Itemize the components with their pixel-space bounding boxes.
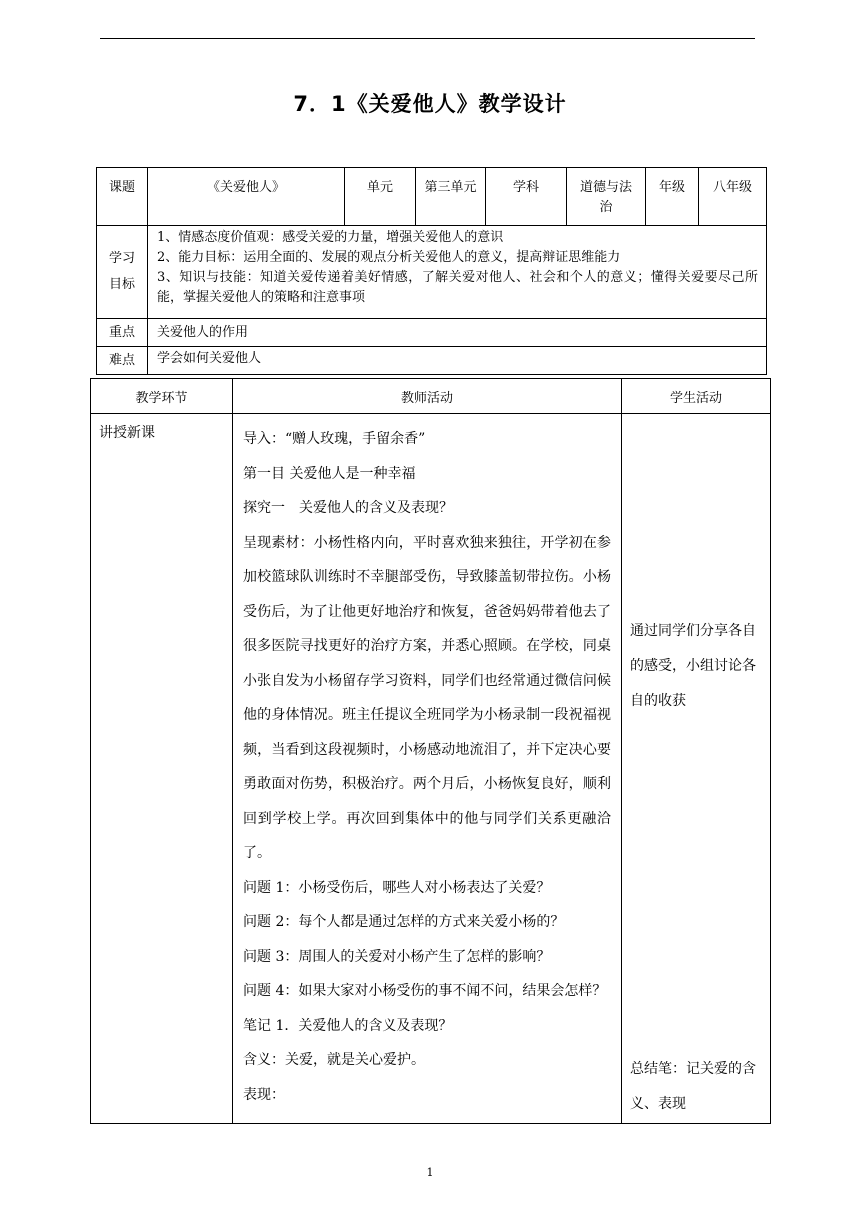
header-stage: 教学环节 <box>91 379 233 414</box>
subject-value-line2: 治 <box>599 200 613 215</box>
teaching-process-table <box>90 378 771 1124</box>
header-teacher: 教师活动 <box>233 379 622 414</box>
note-heading: 笔记 1．关爱他人的含义及表现？ <box>243 1017 453 1034</box>
goals-list <box>148 226 767 319</box>
document-title: 7．1《关爱他人》教学设计 <box>293 92 567 116</box>
goals-label <box>97 226 148 319</box>
question-1: 问题 1：小杨受伤后，哪些人对小杨表达了关爱？ <box>243 879 551 896</box>
unit-value: 第三单元 <box>416 168 486 226</box>
question-3: 问题 3：周围人的关爱对小杨产生了怎样的影响？ <box>243 948 551 965</box>
stage-name: 讲授新课 <box>91 414 233 1124</box>
definition-line: 含义：关爱，就是关心爱护。 <box>243 1052 425 1068</box>
goal-item: 3、知识与技能：知道关爱传递着美好情感，了解关爱对他人、社会和个人的意义；懂得关爱要尽己所能，掌握关爱他人的策略和注意事项 <box>157 270 758 305</box>
subject-value <box>567 168 646 226</box>
section-heading: 第一目 关爱他人是一种幸福 <box>243 465 416 482</box>
student-note-summary: 总结笔：记关爱的含义、表现 <box>630 1061 756 1112</box>
question-4: 问题 4：如果大家对小杨受伤的事不闻不问，结果会怎样？ <box>243 983 607 999</box>
subject-label: 学科 <box>486 168 567 226</box>
difficulty-value: 学会如何关爱他人 <box>148 347 767 375</box>
lesson-value: 《关爱他人》 <box>148 168 345 226</box>
student-note-discussion: 通过同学们分享各自的感受，小组讨论各自的收获 <box>630 623 756 709</box>
subject-value-line1: 道德与法 <box>579 180 632 195</box>
key-point-label: 重点 <box>97 319 148 347</box>
header-student: 学生活动 <box>622 379 771 414</box>
goals-label-line2: 目标 <box>108 277 135 292</box>
unit-label: 单元 <box>345 168 416 226</box>
header-rule <box>100 38 755 39</box>
difficulty-label: 难点 <box>97 347 148 375</box>
intro-line: 导入：“赠人玫瑰，手留余香” <box>243 431 426 447</box>
question-2: 问题 2：每个人都是通过怎样的方式来关爱小杨的？ <box>243 914 565 930</box>
material-paragraph: 呈现素材：小杨性格内向，平时喜欢独来独往，开学初在参加校篮球队训练时不幸腿部受伤，导致膝盖韧带拉伤。小杨受伤后，为了让他更好地治疗和恢复，爸爸妈妈带着他去了很多医院寻找更好的治疗方案，并悉心照顾。在学校，同桌小张自发为小杨留存学习资料，同学们也经常通过微信问候他的身体情况。班主任提议全班同学为小杨录制一段祝福视频，当看到这段视频时，小杨感动地流泪了，并下定决心要勇敢面对伤势，积极治疗。两个月后，小杨恢复良好，顺利回到学校上学。再次回到集体中的他与同学们关系更融洽了。 <box>243 534 611 861</box>
lesson-label: 课题 <box>97 168 148 226</box>
student-activity <box>622 414 771 1124</box>
page-number: 1 <box>426 1166 434 1179</box>
teacher-activity <box>233 414 622 1124</box>
key-point-value: 关爱他人的作用 <box>148 319 767 347</box>
inquiry-heading: 探究一 关爱他人的含义及表现？ <box>243 500 453 516</box>
goals-label-line1: 学习 <box>108 251 135 266</box>
goal-item: 1、情感态度价值观：感受关爱的力量，增强关爱他人的意识 <box>157 230 504 245</box>
manifestation-line: 表现： <box>243 1086 285 1103</box>
goal-item: 2、能力目标：运用全面的、发展的观点分析关爱他人的意义，提高辩证思维能力 <box>157 250 621 265</box>
grade-value: 八年级 <box>699 168 767 226</box>
lesson-info-table <box>96 167 767 375</box>
grade-label: 年级 <box>646 168 699 226</box>
